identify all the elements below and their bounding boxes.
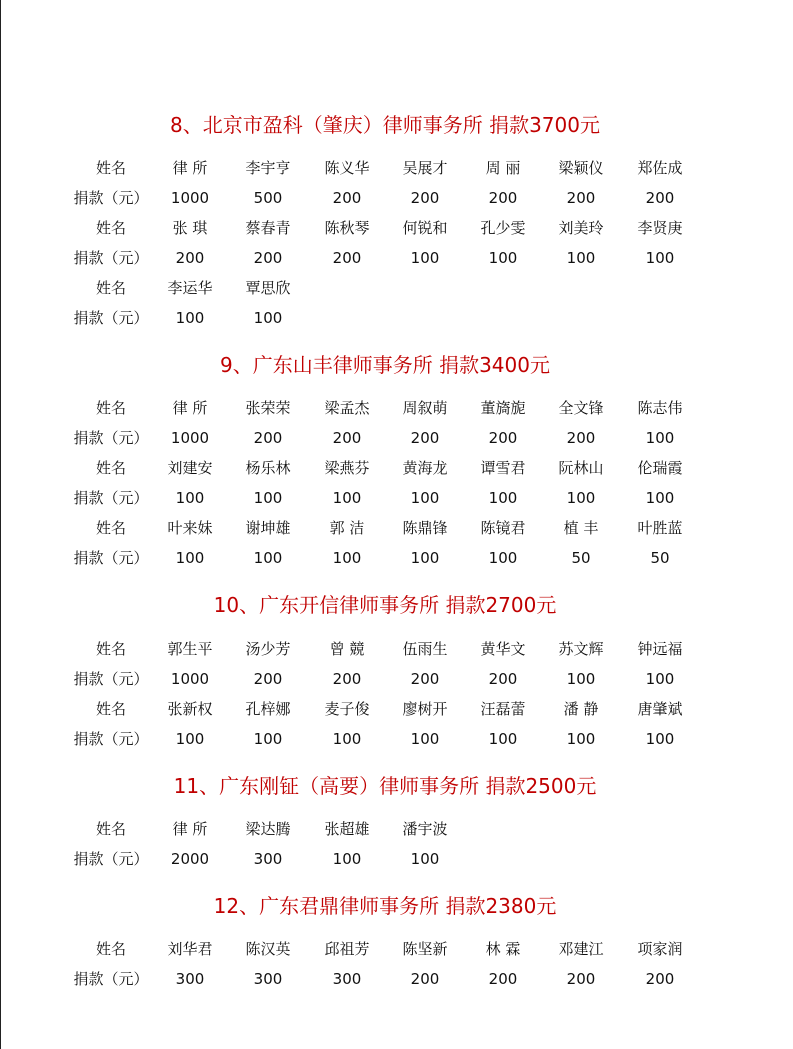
section-title: 8、北京市盈科（肇庆）律师事务所 捐款3700元 (170, 113, 600, 137)
row-label: 捐款（元） (73, 670, 149, 688)
donor-name: 陈镜君 (480, 519, 526, 537)
donor-name: 蔡春青 (245, 219, 291, 237)
donor-name: 张 琪 (172, 219, 208, 237)
donor-name: 何锐和 (402, 219, 448, 237)
donation-amount: 1000 (170, 670, 210, 688)
donation-amount: 200 (253, 670, 283, 688)
donation-amount: 100 (253, 730, 283, 748)
row-label: 捐款（元） (73, 730, 149, 748)
donation-amount: 200 (332, 429, 362, 447)
donor-name: 谭雪君 (480, 459, 526, 477)
name-row (0, 397, 793, 419)
donation-amount: 100 (566, 249, 596, 267)
amount-row (0, 247, 793, 269)
name-row (0, 217, 793, 239)
donation-amount: 100 (175, 730, 205, 748)
donor-name: 郭生平 (167, 640, 213, 658)
row-label: 捐款（元） (73, 549, 149, 567)
donation-amount: 200 (566, 429, 596, 447)
section-title: 11、广东刚钲（高要）律师事务所 捐款2500元 (173, 774, 597, 798)
donation-amount: 200 (332, 249, 362, 267)
name-row (0, 638, 793, 660)
donation-amount: 200 (410, 429, 440, 447)
donor-name: 周叙萌 (402, 399, 448, 417)
donor-name: 钟远福 (637, 640, 683, 658)
donation-amount: 100 (175, 309, 205, 327)
donation-amount: 100 (410, 549, 440, 567)
donation-amount: 200 (332, 670, 362, 688)
donation-amount: 100 (332, 489, 362, 507)
section-title: 12、广东君鼎律师事务所 捐款2380元 (213, 894, 557, 918)
donor-name: 陈汉英 (245, 940, 291, 958)
donor-name: 孔梓娜 (245, 700, 291, 718)
donor-name: 张新权 (167, 700, 213, 718)
row-label: 姓名 (95, 820, 126, 838)
row-label: 姓名 (95, 700, 126, 718)
name-row (0, 277, 793, 299)
donation-amount: 200 (566, 970, 596, 988)
donor-name: 律 所 (172, 159, 208, 177)
donor-name: 张超雄 (324, 820, 370, 838)
donor-name: 潘宇波 (402, 820, 448, 838)
amount-row (0, 187, 793, 209)
donor-name: 李贤庚 (637, 219, 683, 237)
name-row (0, 457, 793, 479)
donation-amount: 100 (488, 249, 518, 267)
donor-name: 植 丰 (563, 519, 599, 537)
donor-name: 律 所 (172, 399, 208, 417)
donor-name: 张荣荣 (245, 399, 291, 417)
donor-name: 梁颖仪 (558, 159, 604, 177)
row-label: 姓名 (95, 640, 126, 658)
donation-amount: 100 (488, 730, 518, 748)
donor-name: 叶来妹 (167, 519, 213, 537)
donation-amount: 200 (332, 189, 362, 207)
donor-name: 陈志伟 (637, 399, 683, 417)
donor-name: 阮林山 (558, 459, 604, 477)
donor-name: 唐肇斌 (637, 700, 683, 718)
donor-name: 汪磊蕾 (480, 700, 526, 718)
donation-amount: 100 (253, 489, 283, 507)
amount-row (0, 307, 793, 329)
donation-amount: 300 (253, 850, 283, 868)
donation-amount: 100 (566, 730, 596, 748)
donor-name: 苏文辉 (558, 640, 604, 658)
donor-name: 陈秋琴 (324, 219, 370, 237)
row-label: 捐款（元） (73, 249, 149, 267)
row-label: 姓名 (95, 279, 126, 297)
donor-name: 梁燕芬 (324, 459, 370, 477)
donation-amount: 1000 (170, 189, 210, 207)
donor-name: 黄海龙 (402, 459, 448, 477)
amount-row (0, 487, 793, 509)
donation-amount: 300 (253, 970, 283, 988)
donation-amount: 100 (488, 489, 518, 507)
donation-amount: 50 (571, 549, 591, 567)
donation-amount: 100 (410, 730, 440, 748)
row-label: 捐款（元） (73, 309, 149, 327)
row-label: 捐款（元） (73, 189, 149, 207)
donor-name: 梁孟杰 (324, 399, 370, 417)
row-label: 捐款（元） (73, 489, 149, 507)
row-label: 姓名 (95, 219, 126, 237)
donor-name: 邱祖芳 (324, 940, 370, 958)
donor-name: 董旖旎 (480, 399, 526, 417)
donor-name: 曾 競 (329, 640, 365, 658)
donation-amount: 300 (175, 970, 205, 988)
donor-name: 麦子俊 (324, 700, 370, 718)
donor-name: 伍雨生 (402, 640, 448, 658)
amount-row (0, 728, 793, 750)
donation-amount: 200 (488, 429, 518, 447)
donation-amount: 100 (175, 549, 205, 567)
donation-amount: 100 (645, 489, 675, 507)
donation-amount: 100 (645, 670, 675, 688)
donor-name: 伦瑞霞 (637, 459, 683, 477)
donation-amount: 200 (175, 249, 205, 267)
amount-row (0, 848, 793, 870)
name-row (0, 938, 793, 960)
donation-amount: 200 (253, 249, 283, 267)
donor-name: 覃思欣 (245, 279, 291, 297)
donation-amount: 2000 (170, 850, 210, 868)
donor-name: 汤少芳 (245, 640, 291, 658)
donor-name: 郑佐成 (637, 159, 683, 177)
donor-name: 梁达腾 (245, 820, 291, 838)
donation-amount: 200 (253, 429, 283, 447)
donor-name: 陈鼎锋 (402, 519, 448, 537)
donor-name: 全文锋 (558, 399, 604, 417)
donation-amount: 100 (645, 249, 675, 267)
donor-name: 律 所 (172, 820, 208, 838)
donation-amount: 1000 (170, 429, 210, 447)
donor-name: 陈义华 (324, 159, 370, 177)
name-row (0, 818, 793, 840)
donor-name: 周 丽 (485, 159, 521, 177)
donation-amount: 100 (645, 730, 675, 748)
row-label: 捐款（元） (73, 429, 149, 447)
donor-name: 李运华 (167, 279, 213, 297)
donation-amount: 100 (410, 249, 440, 267)
donation-amount: 200 (488, 670, 518, 688)
donor-name: 邓建江 (558, 940, 604, 958)
donation-amount: 200 (410, 970, 440, 988)
amount-row (0, 668, 793, 690)
donation-amount: 100 (410, 850, 440, 868)
donor-name: 潘 静 (563, 700, 599, 718)
donation-amount: 100 (332, 850, 362, 868)
donation-amount: 200 (410, 670, 440, 688)
donation-amount: 100 (253, 549, 283, 567)
amount-row (0, 968, 793, 990)
donation-amount: 100 (175, 489, 205, 507)
donor-name: 林 霖 (485, 940, 521, 958)
donor-name: 谢坤雄 (245, 519, 291, 537)
row-label: 姓名 (95, 399, 126, 417)
donation-amount: 100 (332, 730, 362, 748)
donation-amount: 200 (488, 189, 518, 207)
donor-name: 刘华君 (167, 940, 213, 958)
donation-amount: 500 (253, 189, 283, 207)
row-label: 捐款（元） (73, 850, 149, 868)
donor-name: 杨乐林 (245, 459, 291, 477)
donor-name: 叶胜蓝 (637, 519, 683, 537)
donation-amount: 100 (566, 670, 596, 688)
amount-row (0, 427, 793, 449)
donation-amount: 100 (332, 549, 362, 567)
donor-name: 刘建安 (167, 459, 213, 477)
row-label: 姓名 (95, 519, 126, 537)
donor-name: 吴展才 (402, 159, 448, 177)
donor-name: 李宇亨 (245, 159, 291, 177)
donor-name: 项家润 (637, 940, 683, 958)
donation-amount: 200 (410, 189, 440, 207)
donation-amount: 100 (253, 309, 283, 327)
donation-amount: 200 (645, 970, 675, 988)
donation-amount: 200 (566, 189, 596, 207)
amount-row (0, 547, 793, 569)
donation-amount: 100 (566, 489, 596, 507)
donation-amount: 200 (645, 189, 675, 207)
donation-amount: 300 (332, 970, 362, 988)
name-row (0, 517, 793, 539)
donation-amount: 100 (488, 549, 518, 567)
donation-amount: 200 (488, 970, 518, 988)
donor-name: 陈坚新 (402, 940, 448, 958)
donor-name: 刘美玲 (558, 219, 604, 237)
name-row (0, 698, 793, 720)
donor-name: 黄华文 (480, 640, 526, 658)
donation-amount: 100 (645, 429, 675, 447)
section-title: 9、广东山丰律师事务所 捐款3400元 (220, 353, 550, 377)
row-label: 捐款（元） (73, 970, 149, 988)
name-row (0, 157, 793, 179)
section-title: 10、广东开信律师事务所 捐款2700元 (213, 593, 557, 617)
donation-amount: 100 (410, 489, 440, 507)
row-label: 姓名 (95, 940, 126, 958)
donation-amount: 50 (650, 549, 670, 567)
row-label: 姓名 (95, 159, 126, 177)
row-label: 姓名 (95, 459, 126, 477)
donor-name: 廖树开 (402, 700, 448, 718)
donor-name: 孔少雯 (480, 219, 526, 237)
donor-name: 郭 洁 (329, 519, 365, 537)
